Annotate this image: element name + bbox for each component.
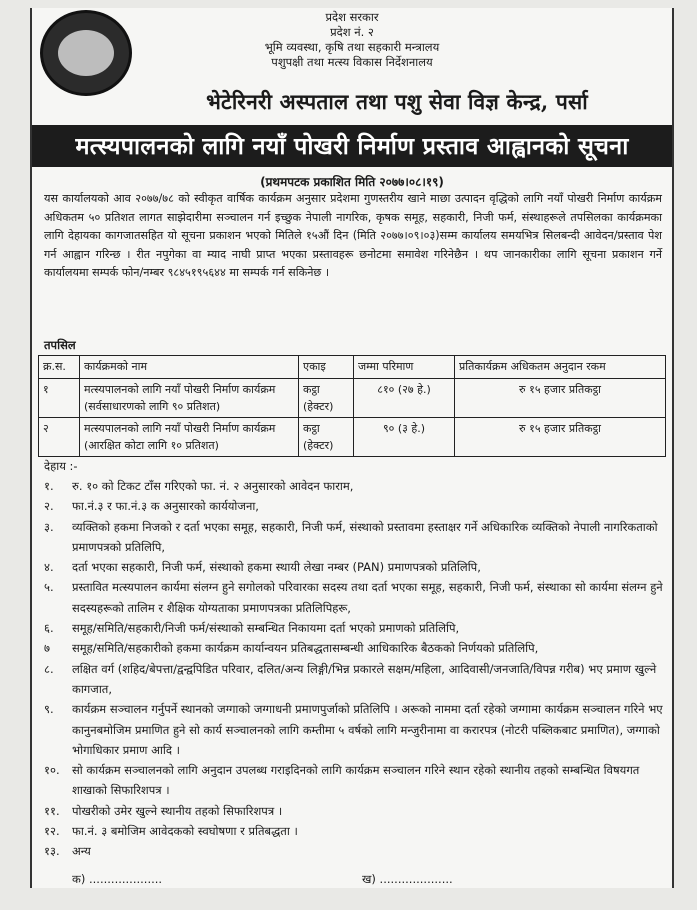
blank-field-a: क) .................... (72, 872, 163, 886)
header-line-province-number: प्रदेश नं. २ (330, 25, 374, 39)
item-number: १. (44, 479, 54, 493)
table-header-row (39, 356, 666, 379)
list-item (44, 760, 664, 801)
item-text: कार्यक्रम सञ्चालन गर्नुपर्ने स्थानको जग्गाको जग्गाधनी प्रमाणपुर्जाको प्रतिलिपि । अरूको नाममा दर्ता रहेको जग्गामा कार्यक्रम सञ्चालन गरिने भए कानुनबमोजिम प्रमाणित हुने सो कार्य सञ्चालनको लागि कम्तीमा ५ वर्षको लागि मन्जुरीनामा वा करारपत्र (नोटरी पब्लिकबाट प्रमाणित), जग्गाको भोगाधिकार प्रमाण आदि । (72, 702, 663, 757)
column-header: जम्मा परिमाण (354, 356, 455, 379)
item-number: ९. (44, 702, 54, 717)
column-header: कार्यक्रमको नाम (80, 356, 299, 379)
list-item (44, 659, 664, 700)
required-documents-title: देहाय :- (44, 459, 78, 473)
list-item (44, 517, 664, 558)
row-max-grant: रु १५ हजार प्रतिकट्ठा (455, 418, 666, 457)
table-row (39, 418, 666, 457)
table-row (39, 379, 666, 418)
publication-date: (प्रथमपटक प्रकाशित मिति २०७७।०८।१९) (260, 175, 444, 189)
row-program-name: मत्स्यपालनको लागि नयाँ पोखरी निर्माण कार्यक्रम (आरक्षित कोटा लागि १० प्रतिशत) (80, 418, 299, 457)
intro-paragraph: यस कार्यालयको आव २०७७/७८ को स्वीकृत वार्षिक कार्यक्रम अनुसार प्रदेशमा गुणस्तरीय खाने माछा उत्पादन वृद्धिको लागि नयाँ पोखरी निर्माण कार्यक्रम अधिकतम ५० प्रतिशत लागत साझेदारीमा सञ्चालन गर्न इच्छुक नेपाली नागरिक, कृषक समूह, सहकारी, निजी फर्म, संस्थाहरूले तपसिलका कार्यक्रमका लागि देहायका कागजातसहित यो सूचना प्रकाशन भएको मितिले १५औं दिन (मिति २०७७।०९।०३)सम्म कार्यालय समयभित्र सिलबन्दी आवेदन/प्रस्ताव पेश गर्न आह्वान गरिन्छ । रीत नपुगेका वा म्याद नाघी प्राप्त भएका प्रस्तावहरू छनोटमा समावेश गरिनेछैन । थप जानकारीका लागि सूचना प्रकाशन गर्ने कार्यालयमा सम्पर्क फोन/नम्बर ९८४५१९५६४४ मा सम्पर्क गर्न सकिनेछ । (44, 192, 662, 279)
item-text: सो कार्यक्रम सञ्चालनको लागि अनुदान उपलब्ध गराइदिनको लागि कार्यक्रम सञ्चालन गरिने स्थान रहेको स्थानीय तहको सम्बन्धित विषयगत शाखाको सिफारिशपत्र । (72, 763, 640, 798)
item-number: ५. (44, 580, 54, 595)
item-text: समूह/समिति/सहकारीको हकमा कार्यक्रम कार्यान्वयन प्रतिबद्धतासम्बन्धी आधिकारिक बैठकको निर्णयको प्रतिलिपि, (72, 641, 539, 656)
item-number: १३. (44, 844, 60, 859)
item-text: व्यक्तिको हकमा निजको र दर्ता भएका समूह, सहकारी, निजी फर्म, संस्थाको प्रस्तावमा हस्ताक्षर गर्ने अधिकारिक व्यक्तिको नेपाली नागरिकताको प्रमाणपत्रको प्रतिलिपि, (72, 519, 658, 554)
row-unit: कट्ठा (हेक्टर) (299, 379, 354, 418)
office-title: भेटेरिनरी अस्पताल तथा पशु सेवा विज्ञ केन्द्र, पर्सा (206, 89, 588, 114)
list-item (44, 841, 664, 861)
item-text: लक्षित वर्ग (शहिद/बेपत्ता/द्वन्द्वपिडित परिवार, दलित/अन्य लिङ्गी/भिन्न प्रकारले सक्षम/महिला, आदिवासी/जनजाति/विपन्न गरीब) भए प्रमाण खुल्ने कागजात, (72, 661, 657, 696)
header-line-ministry: भूमि व्यवस्था, कृषि तथा सहकारी मन्त्रालय (264, 40, 440, 54)
list-item (44, 557, 664, 577)
row-serial: १ (39, 379, 80, 418)
notice-header (32, 8, 672, 123)
item-text: फा.नं.३ र फा.नं.३ क अनुसारको कार्ययोजना, (72, 499, 259, 514)
item-text: प्रस्तावित मत्स्यपालन कार्यमा संलग्न हुने सगोलको परिवारका सदस्य तथा दर्ता भएका समूह, सहकारी, निजी फर्म, संस्थाका सो कार्यमा संलग्न हुने सदस्यहरूको तालिम र शैक्षिक योग्यताका प्रमाणपत्रका प्रतिलिपिहरू, (72, 580, 663, 615)
item-text: पोखरीको उमेर खुल्ने स्थानीय तहको सिफारिशपत्र । (72, 803, 283, 818)
item-number: ३. (44, 519, 54, 534)
list-item (44, 801, 664, 821)
item-number: ११. (44, 803, 60, 818)
row-serial: २ (39, 418, 80, 457)
header-lines (182, 10, 522, 70)
list-item (44, 638, 664, 658)
program-table (38, 355, 666, 457)
item-number: ४. (44, 560, 54, 575)
header-line-directorate: पशुपक्षी तथा मत्स्य विकास निर्देशनालय (271, 55, 433, 69)
notice-sheet (30, 8, 674, 888)
item-number: ७ (44, 641, 50, 656)
item-text: अन्य (72, 844, 91, 859)
item-number: १०. (44, 763, 60, 778)
list-item (44, 821, 664, 841)
item-text: रु. १० को टिकट टाँस गरिएको फा. नं. २ अनुसारको आवेदन फाराम, (72, 479, 354, 493)
item-number: ६. (44, 621, 54, 636)
column-header: प्रतिकार्यक्रम अधिकतम अनुदान रकम (455, 356, 666, 379)
column-header: एकाइ (299, 356, 354, 379)
item-number: २. (44, 499, 54, 514)
list-item (44, 699, 664, 760)
item-text: फा.नं. ३ बमोजिम आवेदकको स्वघोषणा र प्रतिबद्धता । (72, 824, 298, 839)
item-number: ८. (44, 661, 54, 676)
header-line-province-government: प्रदेश सरकार (325, 10, 379, 24)
list-item (44, 476, 664, 496)
required-documents-list (44, 476, 664, 862)
row-amount: ९० (३ हे.) (354, 418, 455, 457)
list-item (44, 577, 664, 618)
row-unit: कट्ठा (हेक्टर) (299, 418, 354, 457)
blank-field-b: ख) .................... (362, 872, 453, 886)
column-header: क्र.स. (39, 356, 80, 379)
list-item (44, 618, 664, 638)
item-text: दर्ता भएका सहकारी, निजी फर्म, संस्थाको हकमा स्थायी लेखा नम्बर (PAN) प्रमाणपत्रको प्रतिलिपि, (72, 560, 481, 575)
government-emblem-icon (40, 10, 132, 96)
item-number: १२. (44, 824, 60, 839)
row-max-grant: रु १५ हजार प्रतिकट्ठा (455, 379, 666, 418)
notice-banner: मत्स्यपालनको लागि नयाँ पोखरी निर्माण प्रस्ताव आह्वानको सूचना (32, 125, 672, 167)
schedule-label: तपसिल (44, 338, 76, 352)
list-item (44, 496, 664, 516)
row-program-name: मत्स्यपालनको लागि नयाँ पोखरी निर्माण कार्यक्रम (सर्वसाधारणको लागि ९० प्रतिशत) (80, 379, 299, 418)
item-text: समूह/समिति/सहकारी/निजी फर्म/संस्थाको सम्बन्धित निकायमा दर्ता भएको प्रमाणको प्रतिलिपि, (72, 621, 460, 636)
row-amount: ८१० (२७ हे.) (354, 379, 455, 418)
